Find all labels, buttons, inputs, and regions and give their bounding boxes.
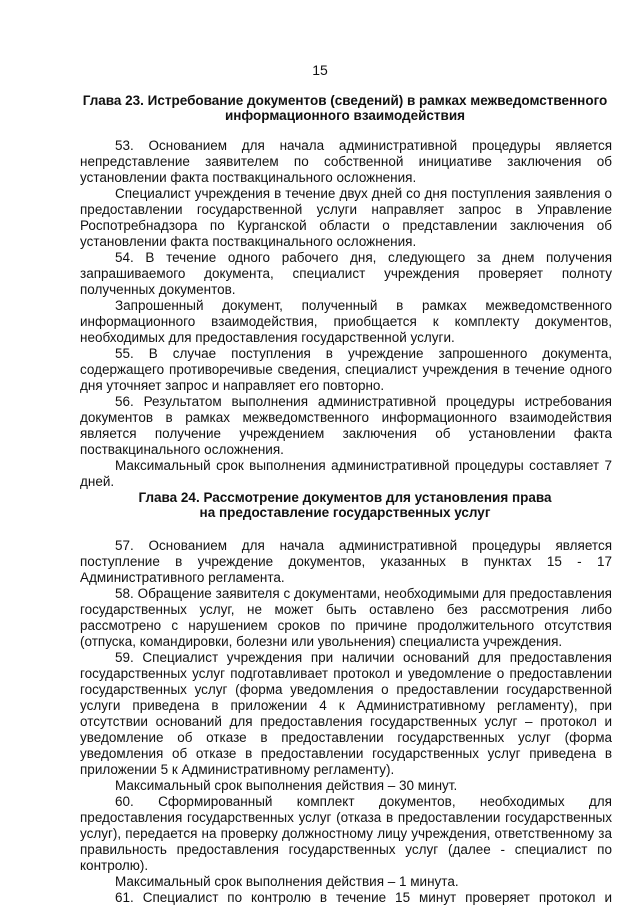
chapter-24-body <box>80 538 612 906</box>
paragraph-56: 56. Результатом выполнения административной процедуры истребования документов в рамках межведомственного информационного взаимодействия является получение учреждением заключения об установлении факта поствакцинального осложнения. <box>80 394 612 457</box>
chapter-23-title-line-2: информационного взаимодействия <box>224 108 466 123</box>
paragraph-53-request: Специалист учреждения в течение двух дней со дня поступления заявления о предоставлении государственной услуги направляет запрос в Управление Роспотребнадзора по Курганской области о представлении заключения об установлении факта поствакцинального осложнения. <box>80 186 612 249</box>
paragraph-55: 55. В случае поступления в учреждение запрошенного документа, содержащего противоречивые сведения, специалист учреждения в течение одного дня уточняет запрос и направляет его повторно. <box>80 346 612 393</box>
page-number: 15 <box>312 62 328 78</box>
paragraph-61: 61. Специалист по контролю в течение 15 минут проверяет протокол и <box>115 890 612 905</box>
paragraph-57: 57. Основанием для начала административной процедуры является поступление в учреждение документов, указанных в пунктах 15 - 17 Административного регламента. <box>80 538 612 585</box>
chapter-23-body <box>80 138 612 490</box>
chapter-23-title <box>80 93 610 123</box>
chapter-24-title <box>80 490 610 520</box>
paragraph-54: 54. В течение одного рабочего дня, следующего за днем получения запрашиваемого документа, специалист учреждения проверяет полноту полученных документов. <box>80 250 612 297</box>
paragraph-56-term: Максимальный срок выполнения административной процедуры составляет 7 дней. <box>80 458 612 489</box>
paragraph-54-attachment: Запрошенный документ, полученный в рамках межведомственного информационного взаимодействия, приобщается к комплекту документов, необходимых для предоставления государственной услуги. <box>80 298 612 345</box>
paragraph-59-term: Максимальный срок выполнения действия – 30 минут. <box>115 778 458 793</box>
paragraph-53: 53. Основанием для начала административной процедуры является непредставление заявителем по собственной инициативе заключения об установлении факта поствакцинального осложнения. <box>80 138 612 185</box>
paragraph-60: 60. Сформированный комплект документов, необходимых для предоставления государственных услуг (отказа в предоставлении государственных услуг), передается на проверку должностному лицу учреждения, ответственному за правильность предоставления государственных услуг (далее - специалист по контролю). <box>80 794 612 873</box>
chapter-24-title-line-1: Глава 24. Рассмотрение документов для установления права <box>138 490 552 505</box>
paragraph-58: 58. Обращение заявителя с документами, необходимыми для предоставления государственных услуг, не может быть оставлено без рассмотрения либо рассмотрено с нарушением сроков по причине продолжительного отсутствия (отпуска, командировки, болезни или увольнения) специалиста учреждения. <box>80 586 612 649</box>
paragraph-59: 59. Специалист учреждения при наличии оснований для предоставления государственных услуг подготавливает протокол и уведомление о предоставлении государственных услуг (форма уведомления о предоставлении государственной услуги приведена в приложении 4 к Административному регламенту), при отсутствии оснований для предоставления государственных услуг – протокол и уведомление об отказе в предоставлении государственных услуг (форма уведомления об отказе в предоставлении государственных услуг приведена в приложении 5 к Административному регламенту). <box>80 650 612 777</box>
chapter-23-title-line-1: Глава 23. Истребование документов (сведений) в рамках межведомственного <box>82 93 608 108</box>
paragraph-60-term: Максимальный срок выполнения действия – 1 минута. <box>115 874 459 889</box>
chapter-24-title-line-2: на предоставление государственных услуг <box>199 505 491 520</box>
